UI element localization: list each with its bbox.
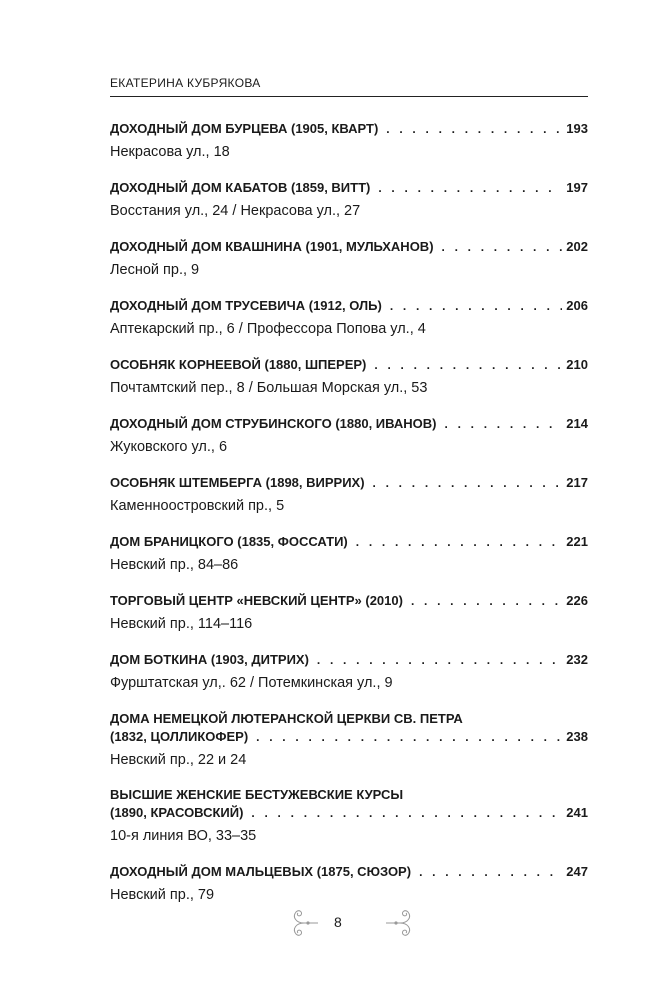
toc-title-line [110,356,588,374]
dot-leader [419,863,562,881]
toc-title-line [110,533,588,551]
page-number: 8 [334,914,342,930]
toc-address: Некрасова ул., 18 [110,144,230,160]
toc-title-line [110,651,588,669]
dot-leader [411,592,562,610]
toc-entry [110,786,588,846]
toc-title: ДОХОДНЫЙ ДОМ ТРУСЕВИЧА (1912, ОЛЬ) [110,298,382,313]
dot-leader [251,804,562,822]
toc-address: Каменноостровский пр., 5 [110,498,285,514]
toc-entry [110,592,588,634]
toc-page-number: 206 [566,298,588,313]
toc-title-line [110,804,588,822]
toc-address: Невский пр., 84–86 [110,557,239,573]
toc-title-line [110,415,588,433]
toc-title-line [110,120,588,138]
flourish-ornament-left-icon [284,906,324,940]
toc-title: ДОХОДНЫЙ ДОМ КАБАТОВ (1859, ВИТТ) [110,180,371,195]
toc-page-number: 210 [566,357,588,372]
dot-leader [390,297,562,315]
toc-address: 10-я линия ВО, 33–35 [110,828,257,844]
toc-entry [110,710,588,770]
toc-page-number: 217 [566,475,588,490]
toc-address: Невский пр., 79 [110,887,215,903]
toc-entry [110,120,588,162]
toc-address: Невский пр., 114–116 [110,616,253,632]
running-header [110,76,588,97]
dot-leader [256,728,562,746]
toc-entry [110,297,588,339]
dot-leader [442,238,563,256]
toc-entry [110,356,588,398]
toc-title: ОСОБНЯК ШТЕМБЕРГА (1898, ВИРРИХ) [110,475,365,490]
dot-leader [445,415,563,433]
toc-title: ДОХОДНЫЙ ДОМ БУРЦЕВА (1905, КВАРТ) [110,121,379,136]
toc-title-line [110,297,588,315]
toc-title: ДОМ БРАНИЦКОГО (1835, ФОССАТИ) [110,534,348,549]
toc-page-number: 193 [566,121,588,136]
toc-title: (1832, ЦОЛЛИКОФЕР) [110,729,249,744]
toc-title: ДОХОДНЫЙ ДОМ КВАШНИНА (1901, МУЛЬХАНОВ) [110,239,434,254]
toc-page-number: 221 [566,534,588,549]
toc-title-first-line: ВЫСШИЕ ЖЕНСКИЕ БЕСТУЖЕВСКИЕ КУРСЫ [110,787,404,802]
dot-leader [378,179,562,197]
toc-address: Почтамтский пер., 8 / Большая Морская ул., 53 [110,380,428,396]
toc-entry [110,533,588,575]
toc-page-number: 197 [566,180,588,195]
toc-title-line [110,592,588,610]
dot-leader [386,120,562,138]
toc-title-line [110,238,588,256]
toc-entry [110,238,588,280]
toc-title: ДОХОДНЫЙ ДОМ МАЛЬЦЕВЫХ (1875, СЮЗОР) [110,864,412,879]
toc-title-first-line: ДОМА НЕМЕЦКОЙ ЛЮТЕРАНСКОЙ ЦЕРКВИ СВ. ПЕТРА [110,711,463,726]
toc-title-line [110,863,588,881]
author-name: ЕКАТЕРИНА КУБРЯКОВА [110,76,261,90]
toc-title: ТОРГОВЫЙ ЦЕНТР «НЕВСКИЙ ЦЕНТР» (2010) [110,593,403,608]
toc-entry [110,415,588,457]
flourish-ornament-right-icon [380,906,420,940]
toc-page-number: 202 [566,239,588,254]
toc-title: ОСОБНЯК КОРНЕЕВОЙ (1880, ШПЕРЕР) [110,357,367,372]
toc-page-number: 241 [566,805,588,820]
toc-page-number: 214 [566,416,588,431]
dot-leader [356,533,563,551]
toc-entry [110,179,588,221]
toc-title: ДОМ БОТКИНА (1903, ДИТРИХ) [110,652,309,667]
toc-entry [110,863,588,905]
toc-page-number: 232 [566,652,588,667]
toc-entry [110,474,588,516]
table-of-contents [110,120,588,922]
dot-leader [317,651,562,669]
toc-title-line [110,728,588,746]
toc-address: Жуковского ул., 6 [110,439,228,455]
toc-entry [110,651,588,693]
page-footer [0,906,668,940]
toc-title-line [110,179,588,197]
toc-title-line [110,474,588,492]
dot-leader [374,356,562,374]
toc-address: Восстания ул., 24 / Некрасова ул., 27 [110,203,361,219]
toc-title: ДОХОДНЫЙ ДОМ СТРУБИНСКОГО (1880, ИВАНОВ) [110,416,437,431]
toc-address: Лесной пр., 9 [110,262,200,278]
toc-page-number: 226 [566,593,588,608]
toc-address: Фурштатская ул,. 62 / Потемкинская ул., 9 [110,675,393,691]
toc-title: (1890, КРАСОВСКИЙ) [110,805,244,820]
toc-page-number: 247 [566,864,588,879]
toc-page-number: 238 [566,729,588,744]
toc-address: Аптекарский пр., 6 / Профессора Попова ул., 4 [110,321,426,337]
dot-leader [373,474,563,492]
toc-address: Невский пр., 22 и 24 [110,752,247,768]
